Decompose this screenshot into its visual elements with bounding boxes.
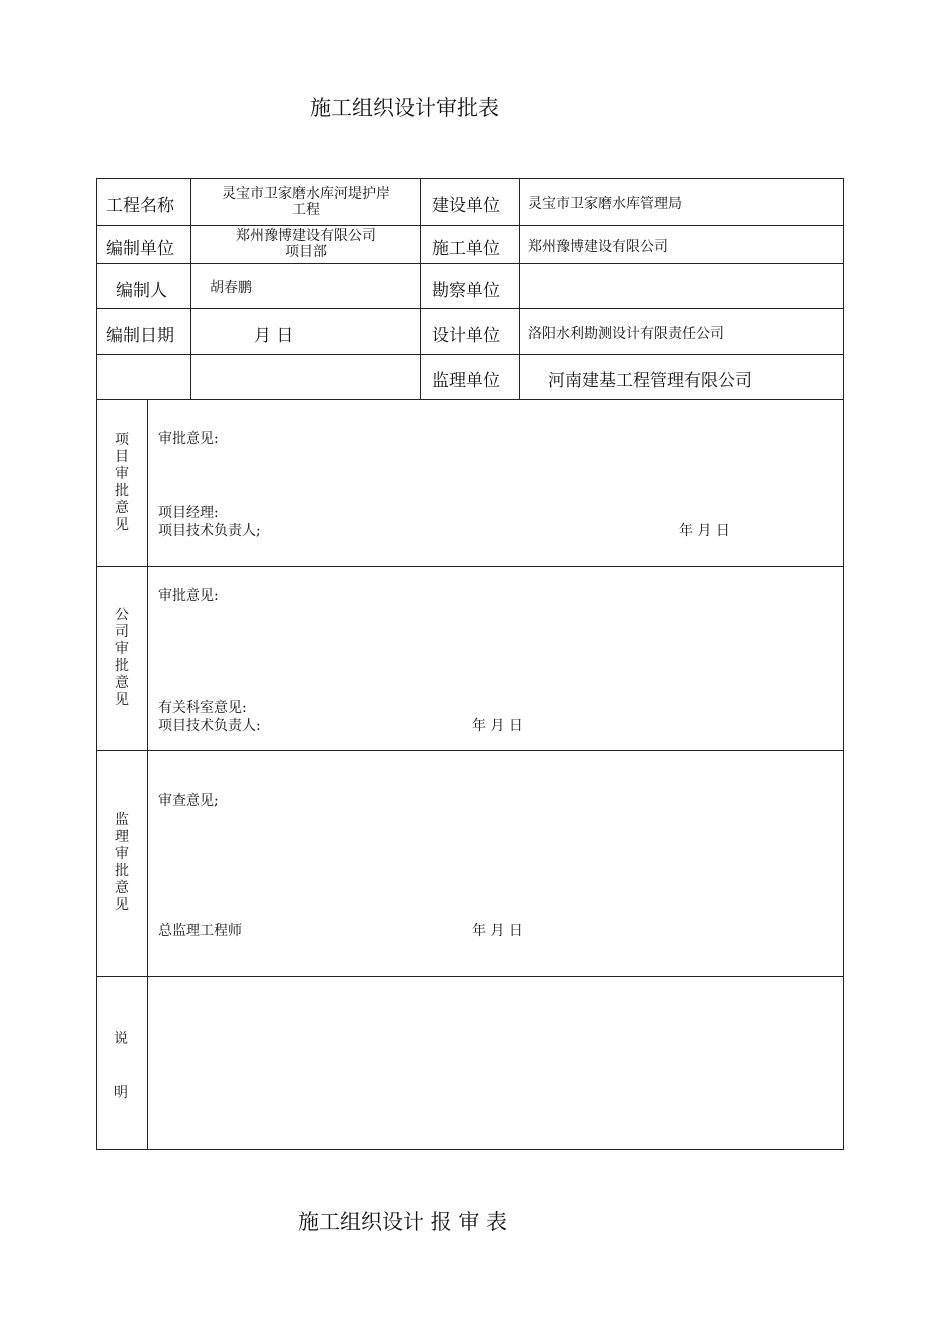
project-tech-lead-label: 项目技术负责人; [158,523,261,539]
project-name-value-line2: 工程 [292,202,320,218]
compile-date-label: 编制日期 [106,326,174,346]
column-divider [147,399,148,1150]
notes-side-label-1: 说 [114,1031,128,1047]
compiling-unit-value [196,228,416,260]
contractor-value: 郑州豫博建设有限公司 [528,239,668,255]
contractor-label: 施工单位 [432,239,500,259]
supervision-unit-label: 监理单位 [432,371,500,391]
project-manager-label: 项目经理: [158,505,219,521]
supervision-approval-side-label: 监理审批意见 [115,812,129,913]
design-unit-label: 设计单位 [432,326,500,346]
company-opinion-label: 审批意见: [158,588,219,604]
survey-unit-label: 勘察单位 [432,281,500,301]
row-divider [96,566,844,567]
design-unit-value: 洛阳水利勘测设计有限责任公司 [528,326,724,342]
row-divider [96,750,844,751]
compiler-value: 胡春鹏 [210,280,252,296]
compiling-unit-label: 编制单位 [106,239,174,259]
page-title: 施工组织设计审批表 [310,96,499,120]
compiling-unit-value-line2: 项目部 [285,244,327,260]
column-divider [190,178,191,399]
row-divider [96,399,844,400]
company-date-label: 年 月 日 [472,718,523,734]
supervision-date-label: 年 月 日 [472,923,523,939]
company-approval-side-label: 公司审批意见 [115,607,129,708]
supervision-unit-value: 河南建基工程管理有限公司 [548,371,752,391]
row-divider [96,225,844,226]
row-divider [96,976,844,977]
project-name-value [196,186,416,218]
compiler-label: 编制人 [116,281,167,301]
company-dept-label: 有关科室意见: [158,700,247,716]
project-opinion-label: 审批意见: [158,431,219,447]
compiling-unit-value-line1: 郑州豫博建设有限公司 [236,228,376,244]
row-divider [96,308,844,309]
project-approval-side-label: 项目审批意见 [115,432,129,533]
column-divider [519,178,520,399]
construction-owner-label: 建设单位 [432,196,500,216]
row-divider [96,354,844,355]
construction-owner-value: 灵宝市卫家磨水库管理局 [528,196,682,212]
compile-date-value: 月 日 [254,326,294,346]
column-divider [420,178,421,399]
row-divider [96,263,844,264]
chief-supervisor-label: 总监理工程师 [158,923,242,939]
supervision-opinion-label: 审查意见; [158,793,219,809]
footer-title: 施工组织设计 报 审 表 [298,1210,508,1234]
notes-side-label-2: 明 [114,1085,128,1101]
project-name-value-line1: 灵宝市卫家磨水库河堤护岸 [222,186,390,202]
project-name-label: 工程名称 [106,196,174,216]
company-tech-lead-label: 项目技术负责人: [158,718,261,734]
project-date-label: 年 月 日 [679,523,730,539]
